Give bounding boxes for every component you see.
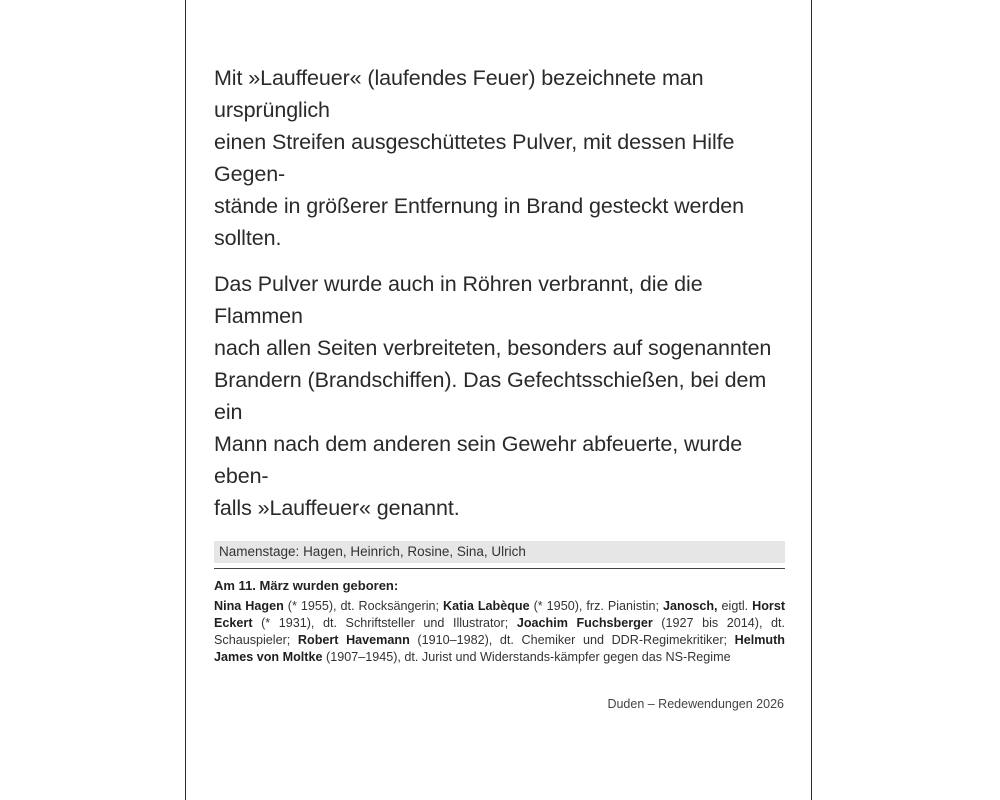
namenstage-bar <box>214 541 785 563</box>
calendar-page <box>185 0 812 800</box>
births-heading: Am 11. März wurden geboren: <box>214 578 399 593</box>
birth-name: Horst Eckert <box>214 599 786 630</box>
birth-name: Katia Labèque <box>443 599 530 613</box>
birth-name: Robert Havemann <box>297 633 410 647</box>
birth-name: Nina Hagen <box>214 599 284 613</box>
birth-name: Janosch, <box>662 599 718 613</box>
birth-detail: (* 1931), dt. Schriftsteller und Illustrator; <box>252 616 517 630</box>
birth-detail: (* 1955), dt. Rocksängerin; <box>283 599 444 613</box>
birth-detail: (1907–1945), dt. Jurist und Widerstands-kämpfer gegen das NS-Regime <box>322 650 731 664</box>
birth-name: Joachim Fuchsberger <box>516 616 653 630</box>
paragraph-1: Mit »Lauffeuer« (laufendes Feuer) bezeichnete man ursprünglich einen Streifen ausgeschüttetes Pulver, mit dessen Hilfe Gegen- stände in größerer Entfernung in Brand gesteckt werden sollten. <box>214 66 745 250</box>
birth-detail: (* 1950), frz. Pianistin; <box>529 599 663 613</box>
birth-detail: eigtl. <box>717 599 753 613</box>
divider <box>214 568 785 569</box>
birth-detail: (1927 bis 2014), dt. Schauspieler; <box>214 616 785 647</box>
births-list <box>214 598 785 666</box>
birth-detail: (1910–1982), dt. Chemiker und DDR-Regimekritiker; <box>409 633 735 647</box>
main-text <box>214 62 786 538</box>
paragraph-2: Das Pulver wurde auch in Röhren verbrannt, die die Flammen nach allen Seiten verbreiteten, besonders auf sogenannten Brandern (Brandschiffen). Das Gefechtsschießen, bei dem ein Mann nach dem anderen sein Gewehr abfeuerte, wurde eben- falls »Lauffeuer« genannt. <box>214 272 772 520</box>
namenstage-names: Hagen, Heinrich, Rosine, Sina, Ulrich <box>303 544 526 559</box>
birth-name: Helmuth James von Moltke <box>214 633 785 664</box>
footer-source: Duden – Redewendungen 2026 <box>607 697 784 711</box>
namenstage-label: Namenstage: <box>219 544 300 559</box>
